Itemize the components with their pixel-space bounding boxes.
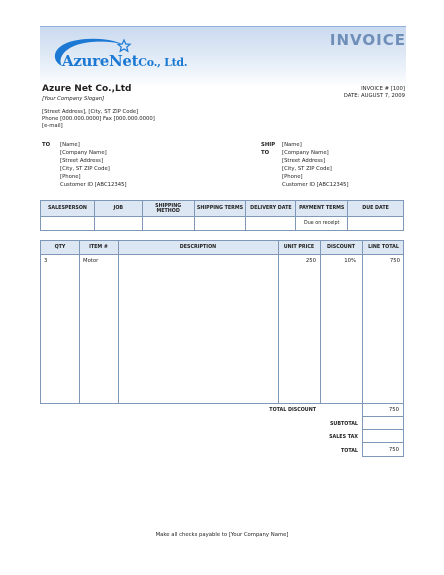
header-job: JOB (94, 201, 142, 217)
company-phone-fax: Phone [000.000.0000] Fax [000.000.0000] (42, 116, 155, 122)
ship-company: [Company Name] (282, 150, 329, 156)
ship-label-2: TO (261, 150, 270, 156)
header-shipping-method: SHIPPING METHOD (142, 201, 194, 217)
header-shipping-terms: SHIPPING TERMS (194, 201, 246, 217)
order-info-table (40, 200, 404, 231)
row-item[interactable]: Motor (83, 258, 99, 264)
header-description: DESCRIPTION (179, 245, 217, 250)
col-divider (79, 241, 80, 403)
star-icon (118, 40, 130, 51)
value-delivery-date[interactable] (246, 217, 296, 231)
header-qty: QTY (54, 245, 66, 250)
value-shipping-terms[interactable] (194, 217, 246, 231)
items-table (40, 240, 404, 404)
ship-city: [City, ST ZIP Code] (282, 166, 332, 172)
row-qty[interactable]: 3 (44, 258, 48, 264)
company-address: [Street Address], [City, ST ZIP Code] (42, 109, 139, 115)
invoice-date: DATE: AUGUST 7, 2009 (343, 93, 405, 99)
document-title: INVOICE (329, 31, 406, 49)
ship-label-1: SHIP (261, 142, 276, 148)
header-line-total: LINE TOTAL (368, 245, 399, 250)
company-email: [e-mail] (42, 123, 63, 129)
value-payment-terms[interactable]: Due on receipt (296, 217, 348, 231)
company-name: Azure Net Co.,Ltd (42, 84, 132, 94)
row-discount[interactable]: 10% (344, 258, 356, 264)
subtotal-label: SUBTOTAL (329, 422, 358, 427)
to-customer-id: Customer ID [ABC12345] (60, 182, 127, 188)
to-name: [Name] (60, 142, 80, 148)
ship-phone: [Phone] (282, 174, 303, 180)
value-job[interactable] (94, 217, 142, 231)
col-divider (362, 241, 363, 403)
to-street: [Street Address] (60, 158, 104, 164)
to-label: TO (42, 142, 51, 148)
header-delivery-date: DELIVERY DATE (246, 201, 296, 217)
to-phone: [Phone] (60, 174, 81, 180)
header-discount: DISCOUNT (326, 245, 355, 250)
sales-tax-value[interactable] (362, 430, 404, 443)
col-divider (320, 241, 321, 403)
payment-note: Make all checks payable to [Your Company Name] (155, 532, 289, 538)
invoice-meta (344, 86, 405, 100)
header-unit-price: UNIT PRICE (283, 245, 315, 250)
total-discount-label: TOTAL DISCOUNT (269, 408, 316, 413)
col-divider (278, 241, 279, 403)
ship-customer-id: Customer ID [ABC12345] (282, 182, 349, 188)
logo-text: AzureNetCo., Ltd. (62, 52, 188, 70)
header-rule (40, 26, 406, 27)
sales-tax-label: SALES TAX (329, 435, 358, 440)
value-shipping-method[interactable] (142, 217, 194, 231)
to-city: [City, ST ZIP Code] (60, 166, 110, 172)
row-unit-price[interactable]: 250 (305, 258, 316, 264)
total-discount-value[interactable]: 750 (362, 404, 404, 417)
ship-street: [Street Address] (282, 158, 326, 164)
ship-name: [Name] (282, 142, 302, 148)
header-item-number: ITEM # (89, 245, 108, 250)
row-line-total[interactable]: 750 (389, 258, 400, 264)
to-company: [Company Name] (60, 150, 107, 156)
value-salesperson[interactable] (41, 217, 95, 231)
company-slogan: [Your Company Slogan] (42, 96, 105, 102)
header-salesperson: SALESPERSON (41, 201, 95, 217)
total-label: TOTAL (340, 449, 358, 454)
header-due-date: DUE DATE (348, 201, 404, 217)
col-divider (118, 241, 119, 403)
total-value[interactable]: 750 (362, 443, 404, 457)
header-payment-terms: PAYMENT TERMS (296, 201, 348, 217)
invoice-number: INVOICE # [100] (361, 86, 405, 92)
value-due-date[interactable] (348, 217, 404, 231)
subtotal-value[interactable] (362, 417, 404, 430)
